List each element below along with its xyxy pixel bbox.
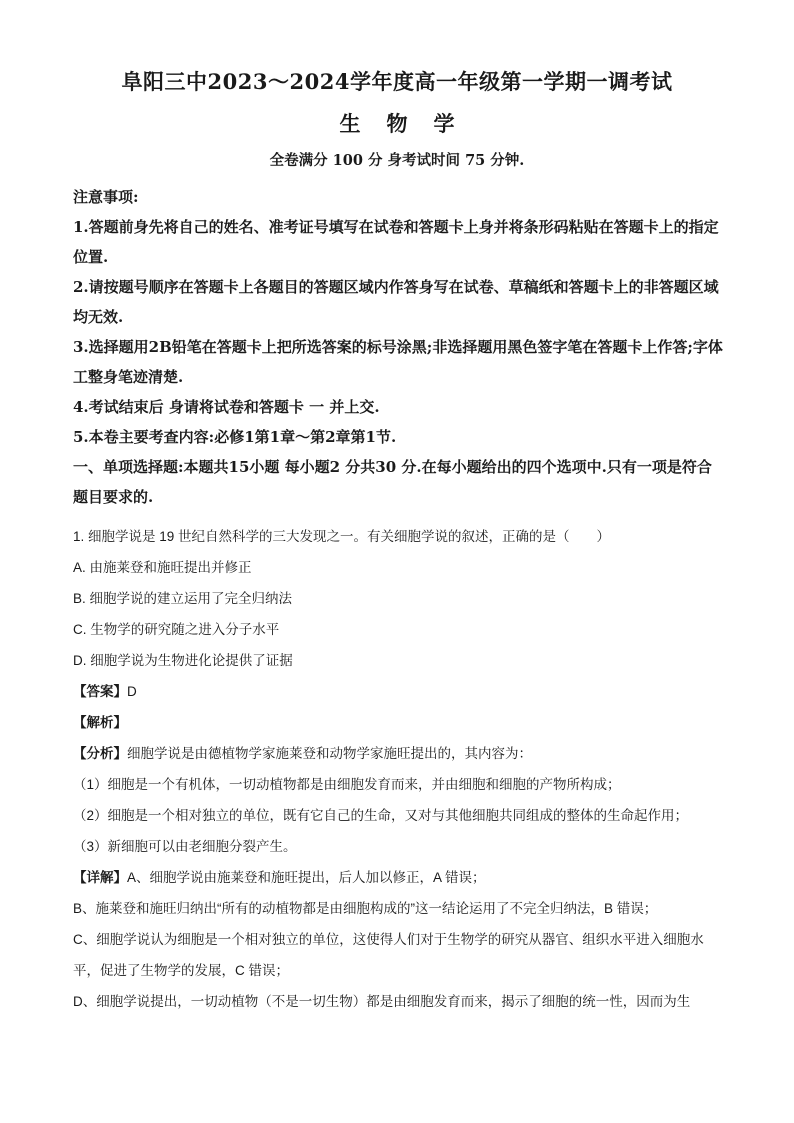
notes-section (73, 182, 725, 512)
option-a: A. 由施莱登和施旺提出并修正 (73, 560, 252, 575)
detail-a-line (73, 862, 725, 893)
detail-c: C、细胞学说认为细胞是一个相对独立的单位，这使得人们对于生物学的研究从器官、组织水平进入细胞水平，促进了生物学的发展，C 错误； (73, 932, 704, 978)
option-b: B. 细胞学说的建立运用了完全归纳法 (73, 591, 293, 606)
exam-title: 阜阳三中2023～2024学年度高一年级第一学期一调考试 (121, 69, 673, 94)
note-item-2: 2.请按题号顺序在答题卡上各题目的答题区域内作答身写在试卷、草稿纸和答题卡上的非答题区域均无效. (73, 278, 719, 326)
score-time-line: 全卷满分 100 分 身考试时间 75 分钟. (269, 152, 525, 169)
analysis-intro-text: 细胞学说是由德植物学家施莱登和动物学家施旺提出的，其内容为： (127, 746, 532, 761)
note-item-4: 4.考试结束后 身请将试卷和答题卡 一 并上交. (73, 398, 380, 416)
analysis-intro-line (73, 738, 725, 769)
note-item-5: 5.本卷主要考查内容:必修1第1章～第2章第1节. (73, 428, 397, 446)
question-stem: 1. 细胞学说是 19 世纪自然科学的三大发现之一。有关细胞学说的叙述，正确的是（ ） (73, 529, 611, 544)
answer-value: D (127, 684, 137, 699)
option-c: C. 生物学的研究随之进入分子水平 (73, 622, 280, 637)
answer-line (73, 676, 725, 707)
detail-d: D、细胞学说提出，一切动植物（不是一切生物）都是由细胞发育而来，揭示了细胞的统一性，因而为生 (73, 994, 691, 1009)
detail-label: 【详解】 (73, 870, 127, 885)
question-1 (73, 521, 725, 1017)
detail-b: B、施莱登和施旺归纳出“所有的动植物都是由细胞构成的”这一结论运用了不完全归纳法，B 错误； (73, 901, 658, 916)
answer-label: 【答案】 (73, 684, 127, 699)
section-heading: 一、单项选择题:本题共15小题 每小题2 分共30 分.在每小题给出的四个选项中.只有一项是符合题目要求的. (73, 458, 712, 506)
analysis-intro-label: 【分析】 (73, 746, 127, 761)
analysis-point-3: （3）新细胞可以由老细胞分裂产生。 (73, 839, 297, 854)
option-d: D. 细胞学说为生物进化论提供了证据 (73, 653, 293, 668)
subject-title: 生物学 (339, 111, 481, 136)
detail-a-text: A、细胞学说由施莱登和施旺提出，后人加以修正，A 错误； (127, 870, 486, 885)
analysis-point-2: （2）细胞是一个相对独立的单位，既有它自己的生命，又对与其他细胞共同组成的整体的生命起作用； (73, 808, 689, 823)
notes-heading: 注意事项: (73, 188, 139, 206)
note-item-1: 1.答题前身先将自己的姓名、准考证号填写在试卷和答题卡上身并将条形码粘贴在答题卡上的指定位置. (73, 218, 719, 266)
note-item-3: 3.选择题用2B铅笔在答题卡上把所选答案的标号涂黑;非选择题用黑色签字笔在答题卡上作答;字体工整身笔迹清楚. (73, 338, 723, 386)
analysis-point-1: （1）细胞是一个有机体，一切动植物都是由细胞发育而来，并由细胞和细胞的产物所构成； (73, 777, 621, 792)
analysis-label: 【解析】 (73, 715, 127, 730)
